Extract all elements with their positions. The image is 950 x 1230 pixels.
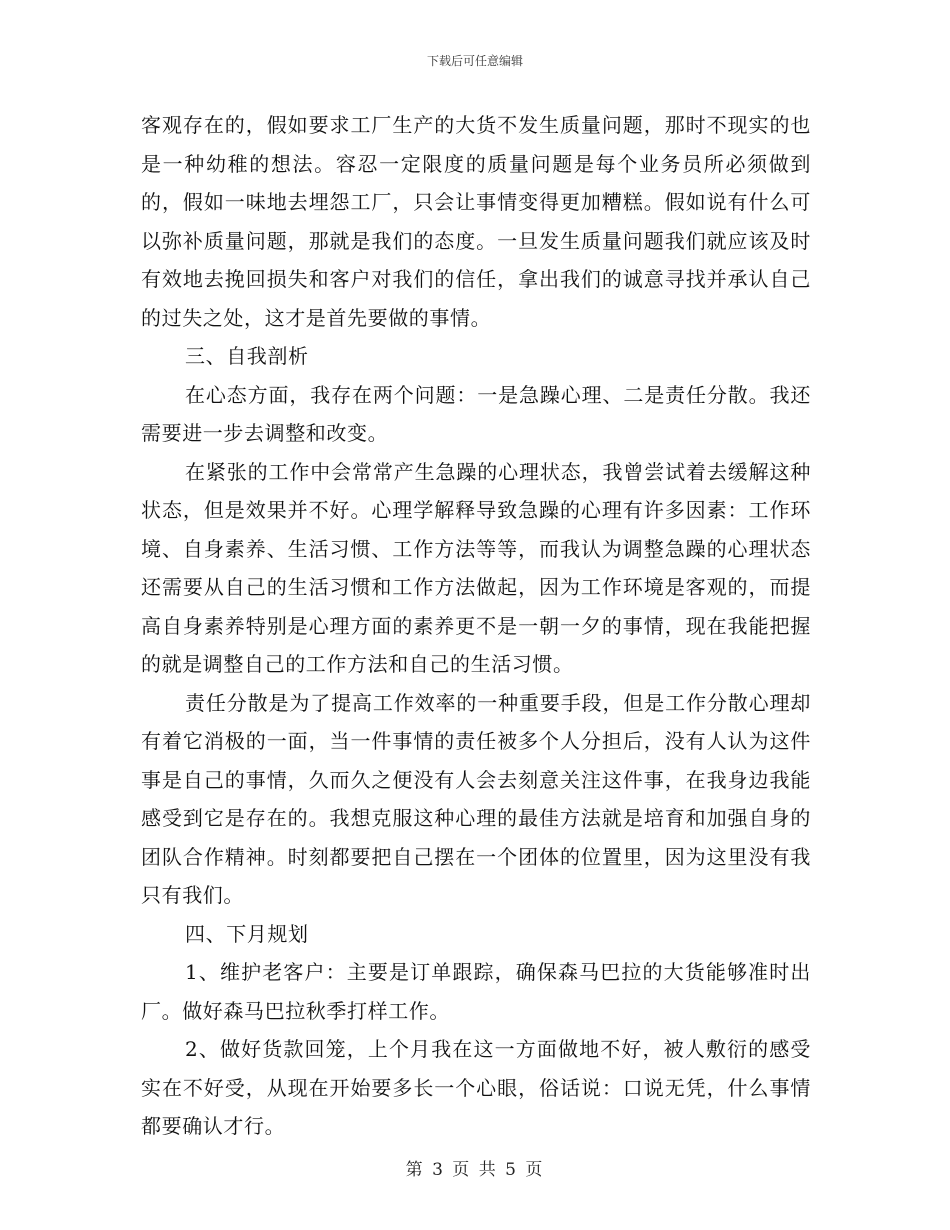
paragraph-mindset: 在心态方面，我存在两个问题：一是急躁心理、二是责任分散。我还需要进一步去调整和改变。 (141, 382, 811, 445)
page-number: 第 3 页 共 5 页 (405, 1160, 545, 1180)
paragraph-continuation: 客观存在的，假如要求工厂生产的大货不发生质量问题，那时不现实的也是一种幼稚的想法。容忍一定限度的质量问题是每个业务员所必须做到的，假如一味地去埋怨工厂，只会让事情变得更加糟糕。假如说有什么可以弥补质量问题，那就是我们的态度。一旦发生质量问题我们就应该及时有效地去挽回损失和客户对我们的信任，拿出我们的诚意寻找并承认自己的过失之处，这才是首先要做的事情。 (141, 113, 811, 330)
plan-item-2: 2、做好货款回笼，上个月我在这一方面做地不好，被人敷衍的感受实在不好受，从现在开始要多长一个心眼，俗话说：口说无凭，什么事情都要确认才行。 (141, 1037, 811, 1138)
paragraph-responsibility: 责任分散是为了提高工作效率的一种重要手段，但是工作分散心理却有着它消极的一面，当一件事情的责任被多个人分担后，没有人认为这件事是自己的事情，久而久之便没有人会去刻意关注这件事，在我身边我能感受到它是存在的。我想克服这种心理的最佳方法就是培育和加强自身的团队合作精神。时刻都要把自己摆在一个团体的位置里，因为这里没有我只有我们。 (141, 690, 811, 907)
section-heading-next-month-plan: 四、下月规划 (185, 921, 309, 946)
page-header: 下载后可任意编辑 (426, 54, 523, 68)
document-body (141, 106, 811, 1146)
plan-item-1: 1、维护老客户：主要是订单跟踪，确保森马巴拉的大货能够准时出厂。做好森马巴拉秋季打样工作。 (141, 960, 811, 1023)
section-heading-self-analysis: 三、自我剖析 (185, 344, 309, 368)
paragraph-impatience: 在紧张的工作中会常常产生急躁的心理状态，我曾尝试着去缓解这种状态，但是效果并不好。心理学解释导致急躁的心理有许多因素：工作环境、自身素养、生活习惯、工作方法等等，而我认为调整急躁的心理状态还需要从自己的生活习惯和工作方法做起，因为工作环境是客观的，而提高自身素养特别是心理方面的素养更不是一朝一夕的事情，现在我能把握的就是调整自己的工作方法和自己的生活习惯。 (141, 459, 811, 676)
